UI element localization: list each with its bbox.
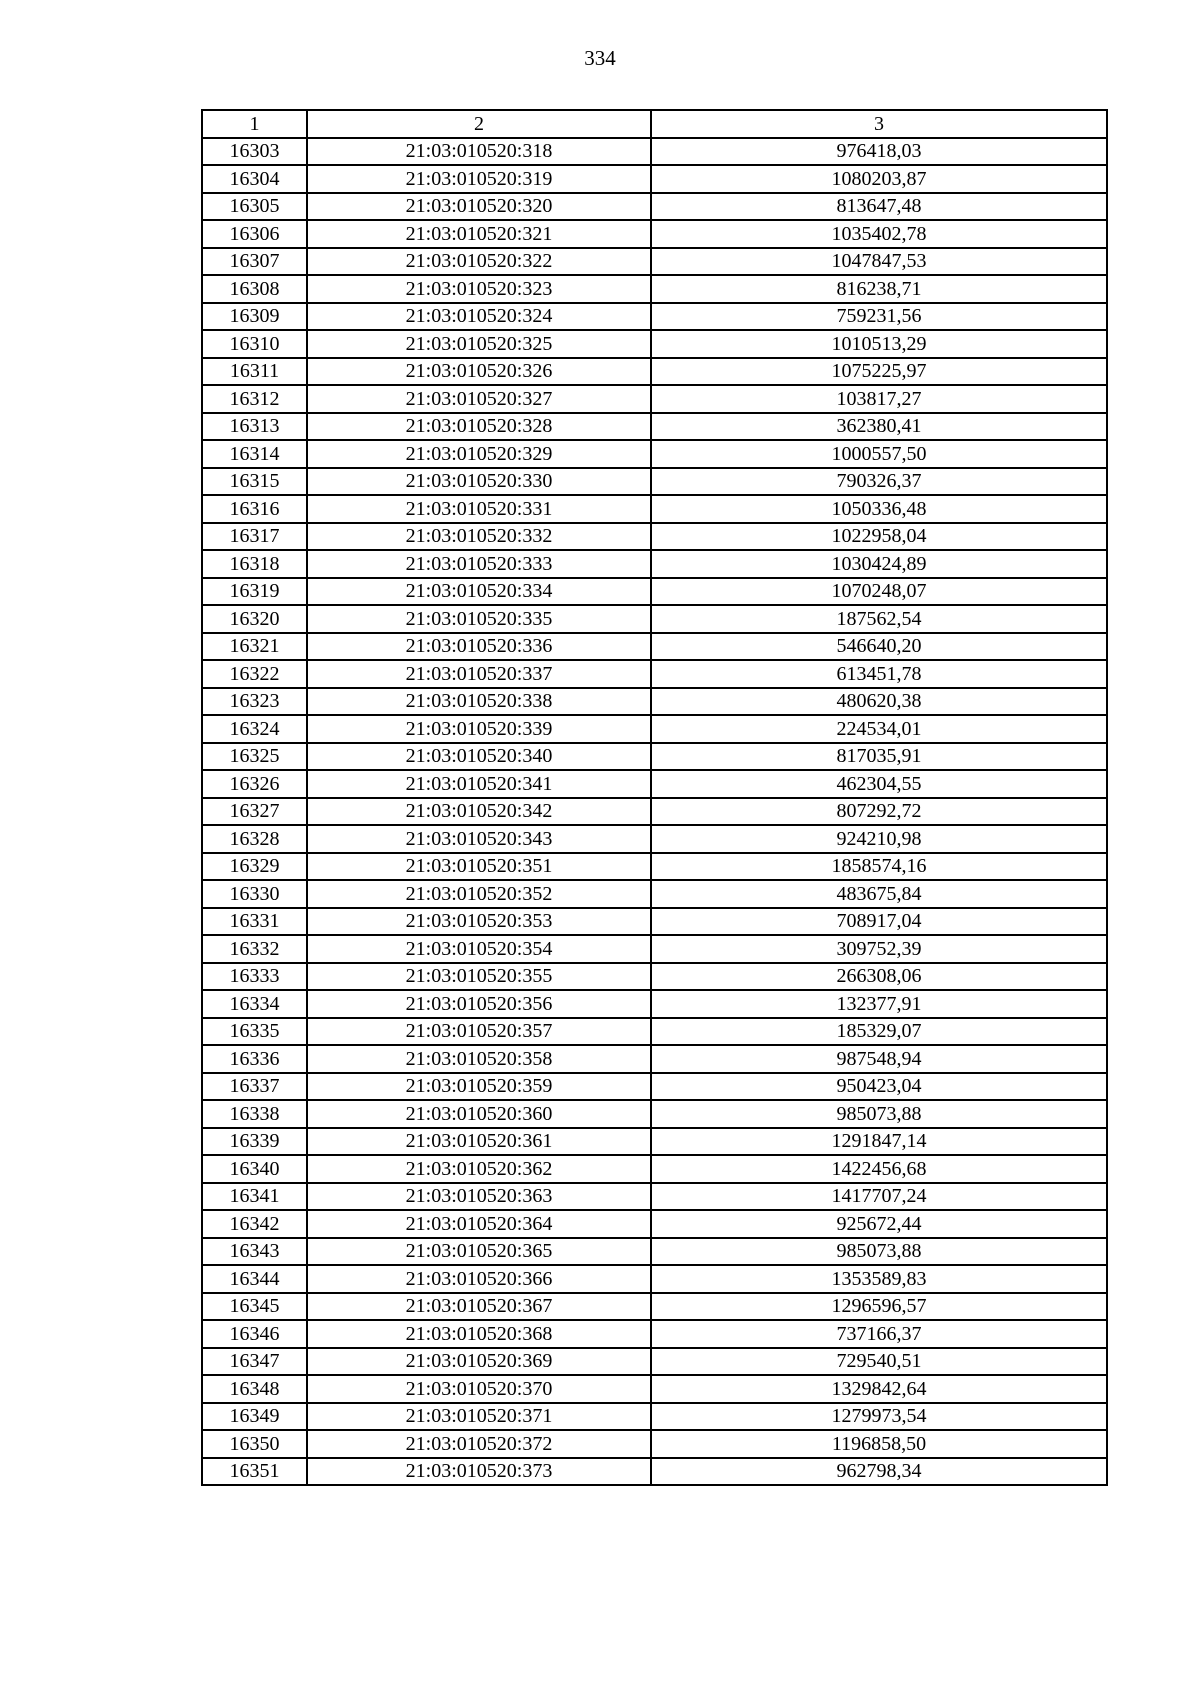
cadastral-number-cell: 21:03:010520:351	[307, 853, 651, 881]
table-row	[202, 1403, 1107, 1431]
table-row	[202, 468, 1107, 496]
value-cell: 362380,41	[651, 413, 1107, 441]
cadastral-number-cell: 21:03:010520:343	[307, 825, 651, 853]
value-cell: 1080203,87	[651, 165, 1107, 193]
table-row	[202, 1348, 1107, 1376]
value-cell: 1022958,04	[651, 523, 1107, 551]
cadastral-number-cell: 21:03:010520:334	[307, 578, 651, 606]
row-number-cell: 16321	[202, 633, 307, 661]
row-number-cell: 16322	[202, 660, 307, 688]
value-cell: 103817,27	[651, 385, 1107, 413]
value-cell: 1075225,97	[651, 358, 1107, 386]
table-row	[202, 1238, 1107, 1266]
row-number-cell: 16323	[202, 688, 307, 716]
row-number-cell: 16337	[202, 1073, 307, 1101]
value-cell: 309752,39	[651, 935, 1107, 963]
row-number-cell: 16310	[202, 330, 307, 358]
table-row	[202, 303, 1107, 331]
table-row	[202, 413, 1107, 441]
cadastral-number-cell: 21:03:010520:321	[307, 220, 651, 248]
table-row	[202, 330, 1107, 358]
column-header-2: 2	[307, 110, 651, 138]
value-cell: 132377,91	[651, 990, 1107, 1018]
value-cell: 817035,91	[651, 743, 1107, 771]
table-row	[202, 275, 1107, 303]
row-number-cell: 16328	[202, 825, 307, 853]
value-cell: 224534,01	[651, 715, 1107, 743]
row-number-cell: 16342	[202, 1210, 307, 1238]
table-row	[202, 1430, 1107, 1458]
table-row	[202, 138, 1107, 166]
row-number-cell: 16332	[202, 935, 307, 963]
row-number-cell: 16348	[202, 1375, 307, 1403]
row-number-cell: 16335	[202, 1018, 307, 1046]
cadastral-number-cell: 21:03:010520:355	[307, 963, 651, 991]
row-number-cell: 16349	[202, 1403, 307, 1431]
value-cell: 187562,54	[651, 605, 1107, 633]
table-row	[202, 1458, 1107, 1486]
page-number: 334	[584, 46, 616, 70]
row-number-cell: 16343	[202, 1238, 307, 1266]
cadastral-number-cell: 21:03:010520:358	[307, 1045, 651, 1073]
cadastral-number-cell: 21:03:010520:335	[307, 605, 651, 633]
cadastral-number-cell: 21:03:010520:373	[307, 1458, 651, 1486]
table-row	[202, 743, 1107, 771]
value-cell: 1047847,53	[651, 248, 1107, 276]
value-cell: 985073,88	[651, 1100, 1107, 1128]
value-cell: 737166,37	[651, 1320, 1107, 1348]
cadastral-number-cell: 21:03:010520:327	[307, 385, 651, 413]
value-cell: 1035402,78	[651, 220, 1107, 248]
table-row	[202, 1265, 1107, 1293]
value-cell: 546640,20	[651, 633, 1107, 661]
value-cell: 962798,34	[651, 1458, 1107, 1486]
value-cell: 1422456,68	[651, 1155, 1107, 1183]
row-number-cell: 16338	[202, 1100, 307, 1128]
table-row	[202, 853, 1107, 881]
table-row	[202, 825, 1107, 853]
row-number-cell: 16315	[202, 468, 307, 496]
table-row	[202, 1155, 1107, 1183]
row-number-cell: 16339	[202, 1128, 307, 1156]
cadastral-number-cell: 21:03:010520:354	[307, 935, 651, 963]
table-row	[202, 578, 1107, 606]
cadastral-number-cell: 21:03:010520:322	[307, 248, 651, 276]
value-cell: 613451,78	[651, 660, 1107, 688]
table-row	[202, 798, 1107, 826]
row-number-cell: 16324	[202, 715, 307, 743]
row-number-cell: 16311	[202, 358, 307, 386]
cadastral-number-cell: 21:03:010520:325	[307, 330, 651, 358]
cadastral-number-cell: 21:03:010520:342	[307, 798, 651, 826]
cadastral-number-cell: 21:03:010520:318	[307, 138, 651, 166]
value-cell: 708917,04	[651, 908, 1107, 936]
cadastral-number-cell: 21:03:010520:333	[307, 550, 651, 578]
cadastral-number-cell: 21:03:010520:368	[307, 1320, 651, 1348]
cadastral-number-cell: 21:03:010520:356	[307, 990, 651, 1018]
row-number-cell: 16350	[202, 1430, 307, 1458]
value-cell: 759231,56	[651, 303, 1107, 331]
value-cell: 1858574,16	[651, 853, 1107, 881]
value-cell: 950423,04	[651, 1073, 1107, 1101]
row-number-cell: 16341	[202, 1183, 307, 1211]
value-cell: 185329,07	[651, 1018, 1107, 1046]
row-number-cell: 16327	[202, 798, 307, 826]
cadastral-number-cell: 21:03:010520:341	[307, 770, 651, 798]
table-row	[202, 550, 1107, 578]
table-row	[202, 935, 1107, 963]
table-row	[202, 1210, 1107, 1238]
cadastral-number-cell: 21:03:010520:370	[307, 1375, 651, 1403]
table-row	[202, 633, 1107, 661]
data-table	[201, 109, 1108, 1486]
row-number-cell: 16306	[202, 220, 307, 248]
row-number-cell: 16304	[202, 165, 307, 193]
table-row	[202, 440, 1107, 468]
cadastral-number-cell: 21:03:010520:319	[307, 165, 651, 193]
table-row	[202, 963, 1107, 991]
table-row	[202, 688, 1107, 716]
value-cell: 1417707,24	[651, 1183, 1107, 1211]
cadastral-number-cell: 21:03:010520:332	[307, 523, 651, 551]
cadastral-number-cell: 21:03:010520:328	[307, 413, 651, 441]
table-row	[202, 1183, 1107, 1211]
cadastral-number-cell: 21:03:010520:331	[307, 495, 651, 523]
row-number-cell: 16347	[202, 1348, 307, 1376]
value-cell: 1070248,07	[651, 578, 1107, 606]
table-row	[202, 1045, 1107, 1073]
row-number-cell: 16320	[202, 605, 307, 633]
cadastral-number-cell: 21:03:010520:366	[307, 1265, 651, 1293]
cadastral-number-cell: 21:03:010520:320	[307, 193, 651, 221]
cadastral-number-cell: 21:03:010520:360	[307, 1100, 651, 1128]
table-row	[202, 1375, 1107, 1403]
row-number-cell: 16326	[202, 770, 307, 798]
value-cell: 813647,48	[651, 193, 1107, 221]
row-number-cell: 16317	[202, 523, 307, 551]
cadastral-number-cell: 21:03:010520:329	[307, 440, 651, 468]
value-cell: 1353589,83	[651, 1265, 1107, 1293]
value-cell: 985073,88	[651, 1238, 1107, 1266]
table-row	[202, 1320, 1107, 1348]
row-number-cell: 16333	[202, 963, 307, 991]
table-body	[202, 138, 1107, 1486]
row-number-cell: 16308	[202, 275, 307, 303]
cadastral-number-cell: 21:03:010520:363	[307, 1183, 651, 1211]
row-number-cell: 16314	[202, 440, 307, 468]
row-number-cell: 16351	[202, 1458, 307, 1486]
column-header-3: 3	[651, 110, 1107, 138]
row-number-cell: 16331	[202, 908, 307, 936]
table-row	[202, 165, 1107, 193]
table-row	[202, 1100, 1107, 1128]
row-number-cell: 16312	[202, 385, 307, 413]
table-row	[202, 990, 1107, 1018]
value-cell: 1030424,89	[651, 550, 1107, 578]
row-number-cell: 16319	[202, 578, 307, 606]
cadastral-number-cell: 21:03:010520:340	[307, 743, 651, 771]
cadastral-number-cell: 21:03:010520:371	[307, 1403, 651, 1431]
value-cell: 976418,03	[651, 138, 1107, 166]
cadastral-number-cell: 21:03:010520:339	[307, 715, 651, 743]
value-cell: 729540,51	[651, 1348, 1107, 1376]
table-row	[202, 385, 1107, 413]
value-cell: 790326,37	[651, 468, 1107, 496]
row-number-cell: 16334	[202, 990, 307, 1018]
header-row	[202, 110, 1107, 138]
value-cell: 1279973,54	[651, 1403, 1107, 1431]
row-number-cell: 16305	[202, 193, 307, 221]
cadastral-number-cell: 21:03:010520:352	[307, 880, 651, 908]
value-cell: 1296596,57	[651, 1293, 1107, 1321]
value-cell: 925672,44	[651, 1210, 1107, 1238]
table-row	[202, 1293, 1107, 1321]
table-row	[202, 248, 1107, 276]
value-cell: 816238,71	[651, 275, 1107, 303]
table-row	[202, 220, 1107, 248]
row-number-cell: 16318	[202, 550, 307, 578]
row-number-cell: 16345	[202, 1293, 307, 1321]
cadastral-number-cell: 21:03:010520:367	[307, 1293, 651, 1321]
table-row	[202, 605, 1107, 633]
table-row	[202, 523, 1107, 551]
cadastral-number-cell: 21:03:010520:330	[307, 468, 651, 496]
value-cell: 1050336,48	[651, 495, 1107, 523]
cadastral-number-cell: 21:03:010520:359	[307, 1073, 651, 1101]
row-number-cell: 16346	[202, 1320, 307, 1348]
cadastral-number-cell: 21:03:010520:353	[307, 908, 651, 936]
table-row	[202, 1018, 1107, 1046]
row-number-cell: 16307	[202, 248, 307, 276]
row-number-cell: 16329	[202, 853, 307, 881]
table-row	[202, 715, 1107, 743]
table-row	[202, 1073, 1107, 1101]
cadastral-number-cell: 21:03:010520:337	[307, 660, 651, 688]
value-cell: 924210,98	[651, 825, 1107, 853]
cadastral-number-cell: 21:03:010520:338	[307, 688, 651, 716]
value-cell: 987548,94	[651, 1045, 1107, 1073]
cadastral-number-cell: 21:03:010520:357	[307, 1018, 651, 1046]
cadastral-number-cell: 21:03:010520:362	[307, 1155, 651, 1183]
value-cell: 1000557,50	[651, 440, 1107, 468]
column-header-1: 1	[202, 110, 307, 138]
cadastral-number-cell: 21:03:010520:324	[307, 303, 651, 331]
cadastral-number-cell: 21:03:010520:372	[307, 1430, 651, 1458]
row-number-cell: 16336	[202, 1045, 307, 1073]
value-cell: 1291847,14	[651, 1128, 1107, 1156]
row-number-cell: 16340	[202, 1155, 307, 1183]
row-number-cell: 16330	[202, 880, 307, 908]
row-number-cell: 16303	[202, 138, 307, 166]
table-row	[202, 660, 1107, 688]
table-row	[202, 193, 1107, 221]
table-row	[202, 770, 1107, 798]
row-number-cell: 16325	[202, 743, 307, 771]
table-row	[202, 358, 1107, 386]
value-cell: 266308,06	[651, 963, 1107, 991]
row-number-cell: 16309	[202, 303, 307, 331]
table-row	[202, 880, 1107, 908]
value-cell: 807292,72	[651, 798, 1107, 826]
row-number-cell: 16344	[202, 1265, 307, 1293]
cadastral-number-cell: 21:03:010520:326	[307, 358, 651, 386]
table-row	[202, 1128, 1107, 1156]
cadastral-number-cell: 21:03:010520:336	[307, 633, 651, 661]
value-cell: 462304,55	[651, 770, 1107, 798]
cadastral-number-cell: 21:03:010520:365	[307, 1238, 651, 1266]
value-cell: 480620,38	[651, 688, 1107, 716]
value-cell: 483675,84	[651, 880, 1107, 908]
cadastral-number-cell: 21:03:010520:323	[307, 275, 651, 303]
row-number-cell: 16313	[202, 413, 307, 441]
table-row	[202, 908, 1107, 936]
table-row	[202, 495, 1107, 523]
cadastral-number-cell: 21:03:010520:361	[307, 1128, 651, 1156]
row-number-cell: 16316	[202, 495, 307, 523]
value-cell: 1010513,29	[651, 330, 1107, 358]
table-header	[202, 110, 1107, 138]
cadastral-number-cell: 21:03:010520:364	[307, 1210, 651, 1238]
value-cell: 1196858,50	[651, 1430, 1107, 1458]
cadastral-number-cell: 21:03:010520:369	[307, 1348, 651, 1376]
value-cell: 1329842,64	[651, 1375, 1107, 1403]
